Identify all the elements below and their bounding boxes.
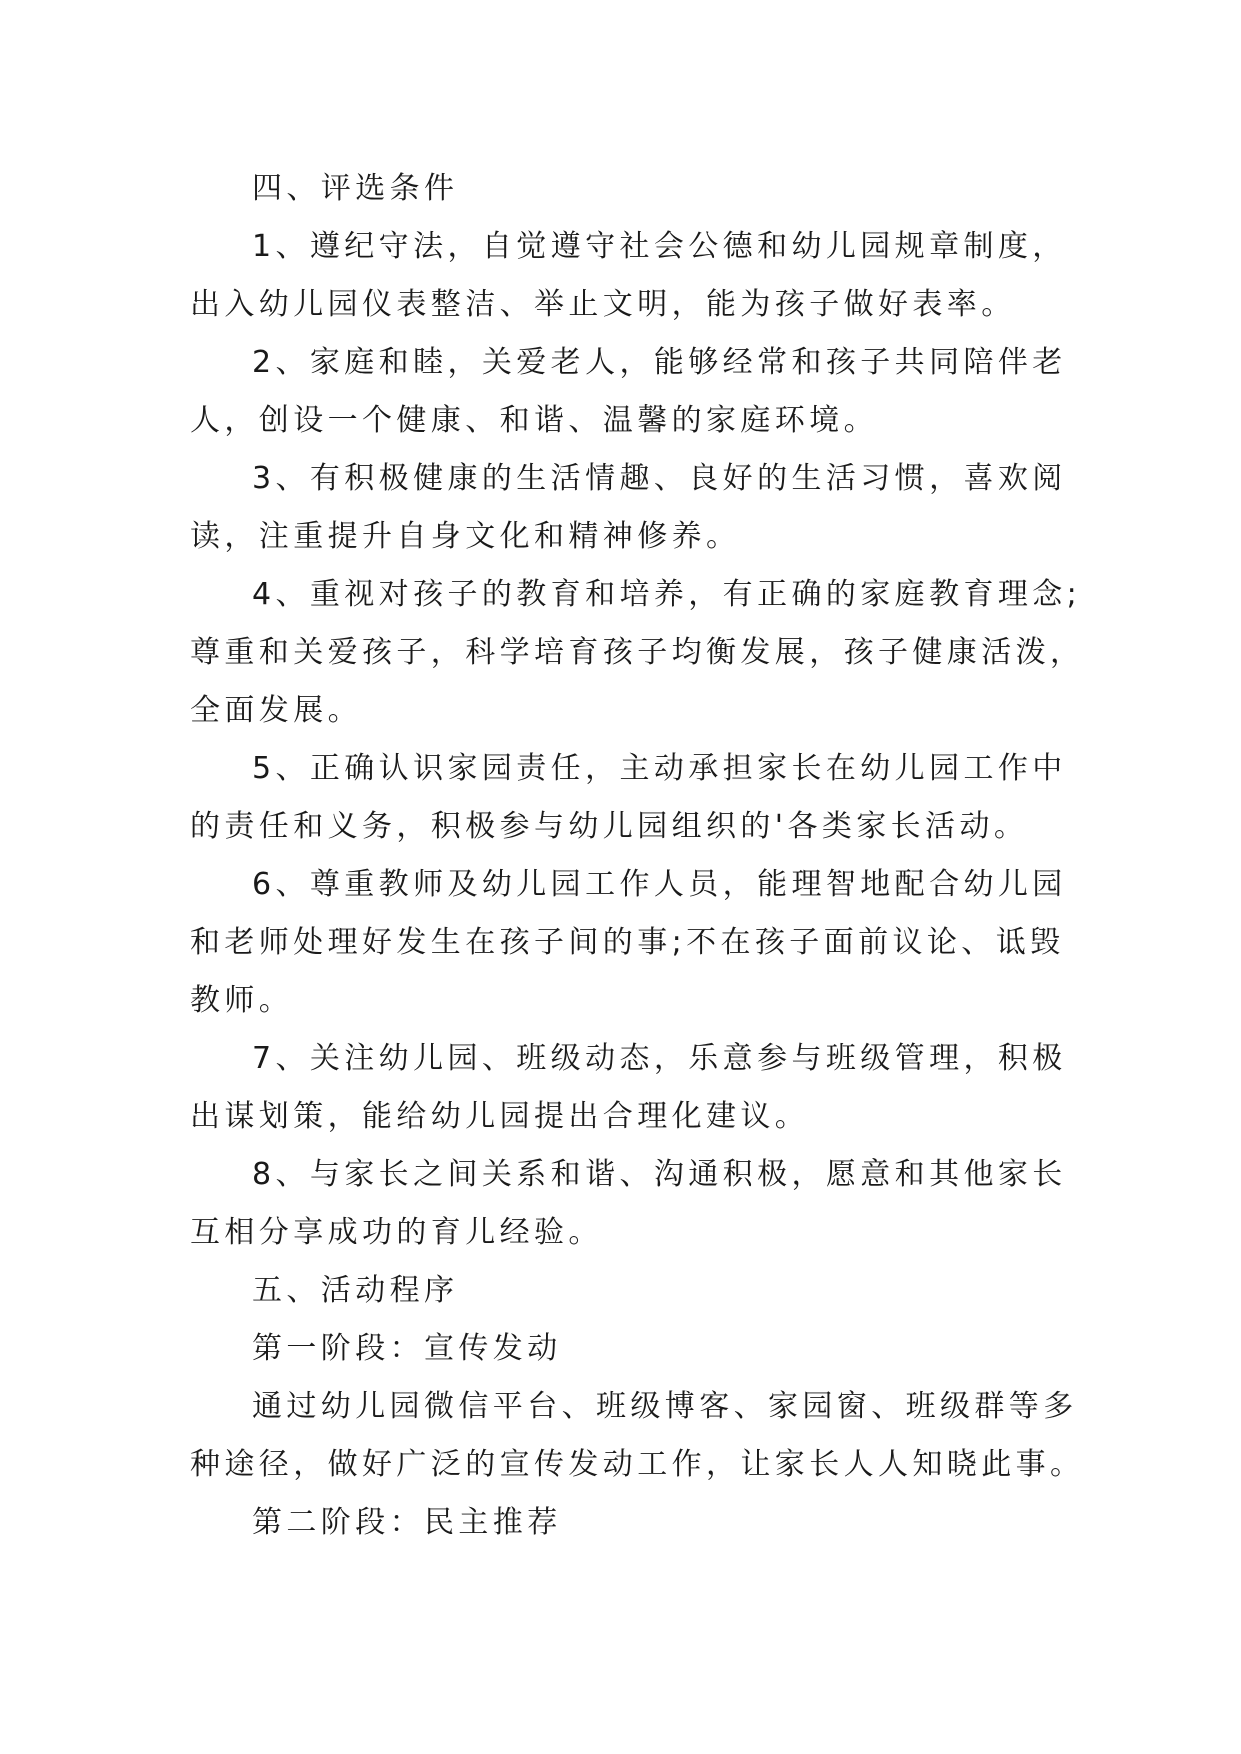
section-heading-4: 四、评选条件	[252, 171, 459, 206]
criterion-1-line-2: 出入幼儿园仪表整洁、举止文明，能为孩子做好表率。	[190, 287, 1016, 322]
section-heading-5: 五、活动程序	[252, 1273, 459, 1308]
criterion-6-line-2: 和老师处理好发生在孩子间的事;不在孩子面前议论、诋毁	[190, 925, 1065, 960]
criterion-2-line-2: 人，创设一个健康、和谐、温馨的家庭环境。	[190, 403, 878, 438]
document-body	[190, 160, 1085, 1552]
criterion-4-line-3: 全面发展。	[190, 693, 362, 728]
criterion-8-line-1: 8、与家长之间关系和谐、沟通积极，愿意和其他家长	[252, 1157, 1067, 1192]
criterion-7-line-2: 出谋划策，能给幼儿园提出合理化建议。	[190, 1099, 810, 1134]
stage-1-body-line-1: 通过幼儿园微信平台、班级博客、家园窗、班级群等多	[252, 1389, 1078, 1424]
criterion-7-line-1: 7、关注幼儿园、班级动态，乐意参与班级管理，积极	[252, 1041, 1067, 1076]
stage-2-heading: 第二阶段：民主推荐	[252, 1505, 562, 1540]
criterion-3-line-1: 3、有积极健康的生活情趣、良好的生活习惯，喜欢阅	[252, 461, 1067, 496]
criterion-2-line-1: 2、家庭和睦，关爱老人，能够经常和孩子共同陪伴老	[252, 345, 1067, 380]
stage-1-body-line-2: 种途径，做好广泛的宣传发动工作，让家长人人知晓此事。	[190, 1447, 1085, 1482]
stage-1-heading: 第一阶段：宣传发动	[252, 1331, 562, 1366]
criterion-3-line-2: 读，注重提升自身文化和精神修养。	[190, 519, 741, 554]
criterion-6-line-1: 6、尊重教师及幼儿园工作人员，能理智地配合幼儿园	[252, 867, 1067, 902]
criterion-4-line-1: 4、重视对孩子的教育和培养，有正确的家庭教育理念;	[252, 577, 1082, 612]
criterion-5-line-2: 的责任和义务，积极参与幼儿园组织的'各类家长活动。	[190, 809, 1029, 844]
criterion-4-line-2: 尊重和关爱孩子，科学培育孩子均衡发展，孩子健康活泼，	[190, 635, 1085, 670]
criterion-5-line-1: 5、正确认识家园责任，主动承担家长在幼儿园工作中	[252, 751, 1067, 786]
criterion-8-line-2: 互相分享成功的育儿经验。	[190, 1215, 603, 1250]
criterion-6-line-3: 教师。	[190, 983, 294, 1018]
criterion-1-line-1: 1、遵纪守法，自觉遵守社会公德和幼儿园规章制度，	[252, 229, 1067, 264]
